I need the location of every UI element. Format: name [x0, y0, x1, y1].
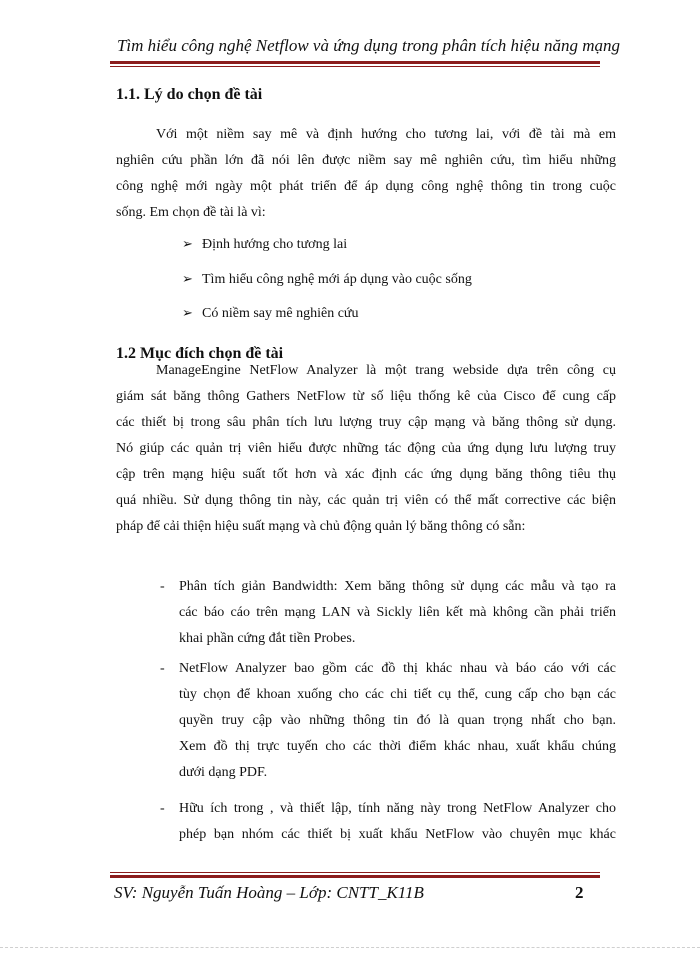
dash-list-item	[160, 656, 616, 788]
item-line: Phân tích giản Bandwidth: Xem băng thông sử dụng các mẫu và tạo ra	[179, 579, 616, 594]
paragraph-line: công nghệ mới ngày một phát triển để áp dụng công nghệ thông tin trong cuộc	[116, 179, 616, 194]
paragraph-line: các thiết bị trong sâu phân tích lưu lượng truy cập mạng và băng thông sử dụng.	[116, 415, 616, 430]
item-line: các báo cáo trên mạng LAN và Sickly liên kết mà không cần phải triển	[179, 605, 616, 620]
item-line: Xem đồ thị trực tuyến cho các thời điểm khác nhau, xuất khẩu chúng	[179, 739, 616, 754]
bullet-item	[182, 305, 359, 322]
page-bottom-dotted-border	[0, 947, 700, 949]
paragraph-line: quá nhiều. Sử dụng thông tin này, các quản trị viên có thể mất corrective các biện	[116, 493, 616, 508]
item-line: phép bạn nhóm các thiết bị xuất khẩu NetFlow vào chuyên mục khác	[179, 827, 616, 842]
item-line: dưới dạng PDF.	[179, 765, 268, 780]
arrow-bullet-icon: ➢	[182, 305, 193, 320]
paragraph-line: ManageEngine NetFlow Analyzer là một trang webside dựa trên công cụ	[156, 363, 616, 378]
paragraph-line: Với một niềm say mê và định hướng cho tương lai, với đề tài mà em	[156, 127, 616, 142]
page-number: 2	[575, 883, 584, 902]
header-rule-thick	[110, 61, 600, 64]
footer-author: SV: Nguyễn Tuấn Hoàng – Lớp: CNTT_K11B	[114, 883, 424, 902]
footer-rule-thick	[110, 875, 600, 878]
paragraph-line: giám sát băng thông Gathers NetFlow từ số liệu thống kê của Cisco để cung cấp	[116, 389, 616, 404]
arrow-bullet-icon: ➢	[182, 236, 193, 251]
header-rule-thin	[110, 66, 600, 67]
section-heading-1-2: 1.2 Mục đích chọn đề tài	[116, 345, 284, 362]
bullet-item	[182, 236, 347, 253]
footer-rule-thin	[110, 872, 600, 873]
bullet-text: Tìm hiểu công nghệ mới áp dụng vào cuộc sống	[202, 272, 472, 287]
dash-bullet: -	[160, 801, 165, 816]
item-line: quyền truy cập vào những thông tin đó là quan trọng nhất cho bạn.	[179, 713, 616, 728]
paragraph-line: cập trên mạng hiệu suất tốt hơn và xác định các ứng dụng băng thông tiêu thụ	[116, 467, 616, 482]
bullet-item	[182, 271, 472, 288]
header-title: Tìm hiểu công nghệ Netflow và ứng dụng trong phân tích hiệu năng mạng	[116, 36, 620, 55]
paragraph-line: Nó giúp các quản trị viên hiểu được những tác động của ứng dụng lưu lượng truy	[116, 441, 616, 456]
dash-list-item	[160, 574, 616, 654]
item-line: khai phần cứng đắt tiền Probes.	[179, 631, 356, 646]
item-line: tùy chọn để khoan xuống cho các chi tiết cụ thể, cung cấp cho bạn các	[179, 687, 616, 702]
paragraph-line: pháp để cải thiện hiệu suất mạng và chủ động quản lý băng thông có sẵn:	[116, 519, 526, 534]
paragraph-line: nghiên cứu phần lớn đã nói lên được niềm say mê nghiên cứu, tìm hiểu những	[116, 153, 616, 168]
section1-paragraph	[116, 122, 616, 226]
dash-list-item	[160, 796, 616, 850]
item-line: Hữu ích trong , và thiết lập, tính năng này trong NetFlow Analyzer cho	[179, 801, 616, 816]
dash-bullet: -	[160, 661, 165, 676]
item-line: NetFlow Analyzer bao gồm các đồ thị khác nhau và báo cáo với các	[179, 661, 616, 676]
bullet-text: Định hướng cho tương lai	[202, 237, 348, 252]
arrow-bullet-icon: ➢	[182, 271, 193, 286]
section-heading-1-1: 1.1. Lý do chọn đề tài	[116, 86, 263, 103]
paragraph-line: sống. Em chọn đề tài là vì:	[116, 205, 266, 220]
bullet-text: Có niềm say mê nghiên cứu	[202, 306, 359, 321]
section2-paragraph	[116, 358, 616, 540]
dash-bullet: -	[160, 579, 165, 594]
